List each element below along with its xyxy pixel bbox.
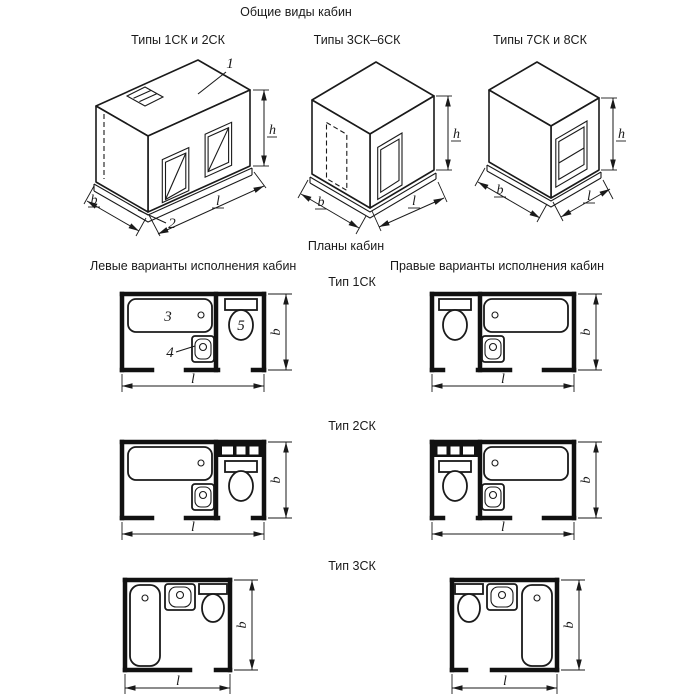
- dim-label-h: h: [269, 123, 276, 138]
- view-label-3sk-6sk: Типы 3СК–6СК: [313, 33, 401, 47]
- callout-2-label: 2: [168, 216, 176, 232]
- toilet-bowl: [202, 594, 224, 622]
- dimension-length: [122, 520, 264, 540]
- plan-3sk-left: [108, 572, 298, 698]
- dim-label-b: b: [496, 183, 504, 198]
- washbasin: [192, 484, 214, 510]
- left-variants-heading: Левые варианты исполнения кабин: [90, 259, 297, 273]
- washbasin: [192, 336, 214, 362]
- plans-heading: Планы кабин: [307, 239, 385, 253]
- dim-label-l: l: [501, 372, 505, 387]
- dimension-length: [432, 520, 574, 540]
- isometric-view-1sk-2sk: [58, 52, 293, 247]
- dimension-width: [268, 442, 292, 518]
- dim-label-l: l: [501, 520, 505, 535]
- dim-label-b: b: [90, 193, 98, 208]
- dim-label-b: b: [269, 328, 284, 336]
- right-variants-heading: Правые варианты исполнения кабин: [390, 259, 605, 273]
- view-label-1sk-2sk: Типы 1СК и 2СК: [131, 33, 225, 47]
- callout-1-label: 1: [226, 56, 234, 72]
- dim-label-b: b: [562, 621, 577, 629]
- toilet: [439, 461, 471, 501]
- toilet-cistern: [199, 584, 227, 594]
- dim-label-l: l: [587, 189, 591, 204]
- toilet-bowl: [458, 594, 480, 622]
- dim-label-l: l: [191, 520, 195, 535]
- dim-label-h: h: [618, 127, 625, 142]
- toilet-cistern: [225, 299, 257, 310]
- bathtub: [484, 447, 568, 480]
- plan-type-label-3sk: Тип 3СК: [328, 559, 376, 573]
- isometric-view-3sk-6sk: [288, 56, 468, 236]
- dim-label-b: b: [579, 328, 594, 336]
- toilet: [225, 461, 257, 501]
- toilet: [439, 299, 471, 340]
- dim-label-l: l: [412, 194, 416, 209]
- dimension-width: [234, 580, 258, 670]
- dimension-length: [452, 674, 557, 694]
- washbasin: [165, 584, 195, 610]
- plan-2sk-left: [108, 434, 298, 550]
- plan-1sk-left: [108, 286, 298, 402]
- isometric-view-7sk-8sk: [462, 56, 652, 231]
- dimension-length: [125, 674, 230, 694]
- dimension-length: [432, 372, 574, 392]
- dim-label-h: h: [453, 127, 460, 142]
- dimension-width: [578, 442, 602, 518]
- plan-2sk-right: [418, 434, 608, 550]
- page-title: Общие виды кабин: [240, 5, 352, 19]
- dimension-width: [578, 294, 602, 370]
- callout-washbasin: [166, 345, 195, 361]
- callout-4-label: 4: [166, 345, 174, 361]
- washbasin: [482, 336, 504, 362]
- dim-label-b: b: [269, 476, 284, 484]
- dimension-height: [436, 96, 461, 170]
- toilet-bowl: [229, 471, 253, 501]
- dim-label-b: b: [235, 621, 250, 629]
- toilet: [199, 584, 227, 622]
- cabin-box: [489, 62, 599, 198]
- plan-type-label-1sk: Тип 1СК: [328, 275, 376, 289]
- cabin-box: [96, 60, 250, 212]
- dim-label-l: l: [503, 674, 507, 689]
- toilet-cistern: [455, 584, 483, 594]
- dimension-width: [561, 580, 585, 670]
- bathtub: [522, 585, 552, 666]
- toilet-cistern: [439, 299, 471, 310]
- toilet-bowl: [443, 471, 467, 501]
- toilet: [455, 584, 483, 622]
- view-label-7sk-8sk: Типы 7СК и 8СК: [493, 33, 587, 47]
- dim-label-l: l: [176, 674, 180, 689]
- dimension-height: [601, 98, 626, 170]
- dimension-height: [253, 90, 277, 166]
- toilet-bowl: [443, 310, 467, 340]
- plan-1sk-right: [418, 286, 608, 402]
- bathtub: [128, 447, 212, 480]
- dim-label-l: l: [191, 372, 195, 387]
- washbasin: [482, 484, 504, 510]
- dimension-length: [122, 372, 264, 392]
- cabin-box: [312, 62, 434, 208]
- vent-block: [434, 444, 478, 457]
- plan-3sk-right: [435, 572, 625, 698]
- bathtub: [484, 299, 568, 332]
- vent-block: [218, 444, 262, 457]
- dim-label-b: b: [317, 195, 325, 210]
- washbasin: [487, 584, 517, 610]
- dimension-width: [268, 294, 292, 370]
- callout-3-label: 3: [164, 309, 172, 325]
- dim-label-b: b: [579, 476, 594, 484]
- plan-type-label-2sk: Тип 2СК: [328, 419, 376, 433]
- callout-5-label: 5: [237, 318, 245, 334]
- dim-label-l: l: [216, 194, 220, 209]
- bathtub: [130, 585, 160, 666]
